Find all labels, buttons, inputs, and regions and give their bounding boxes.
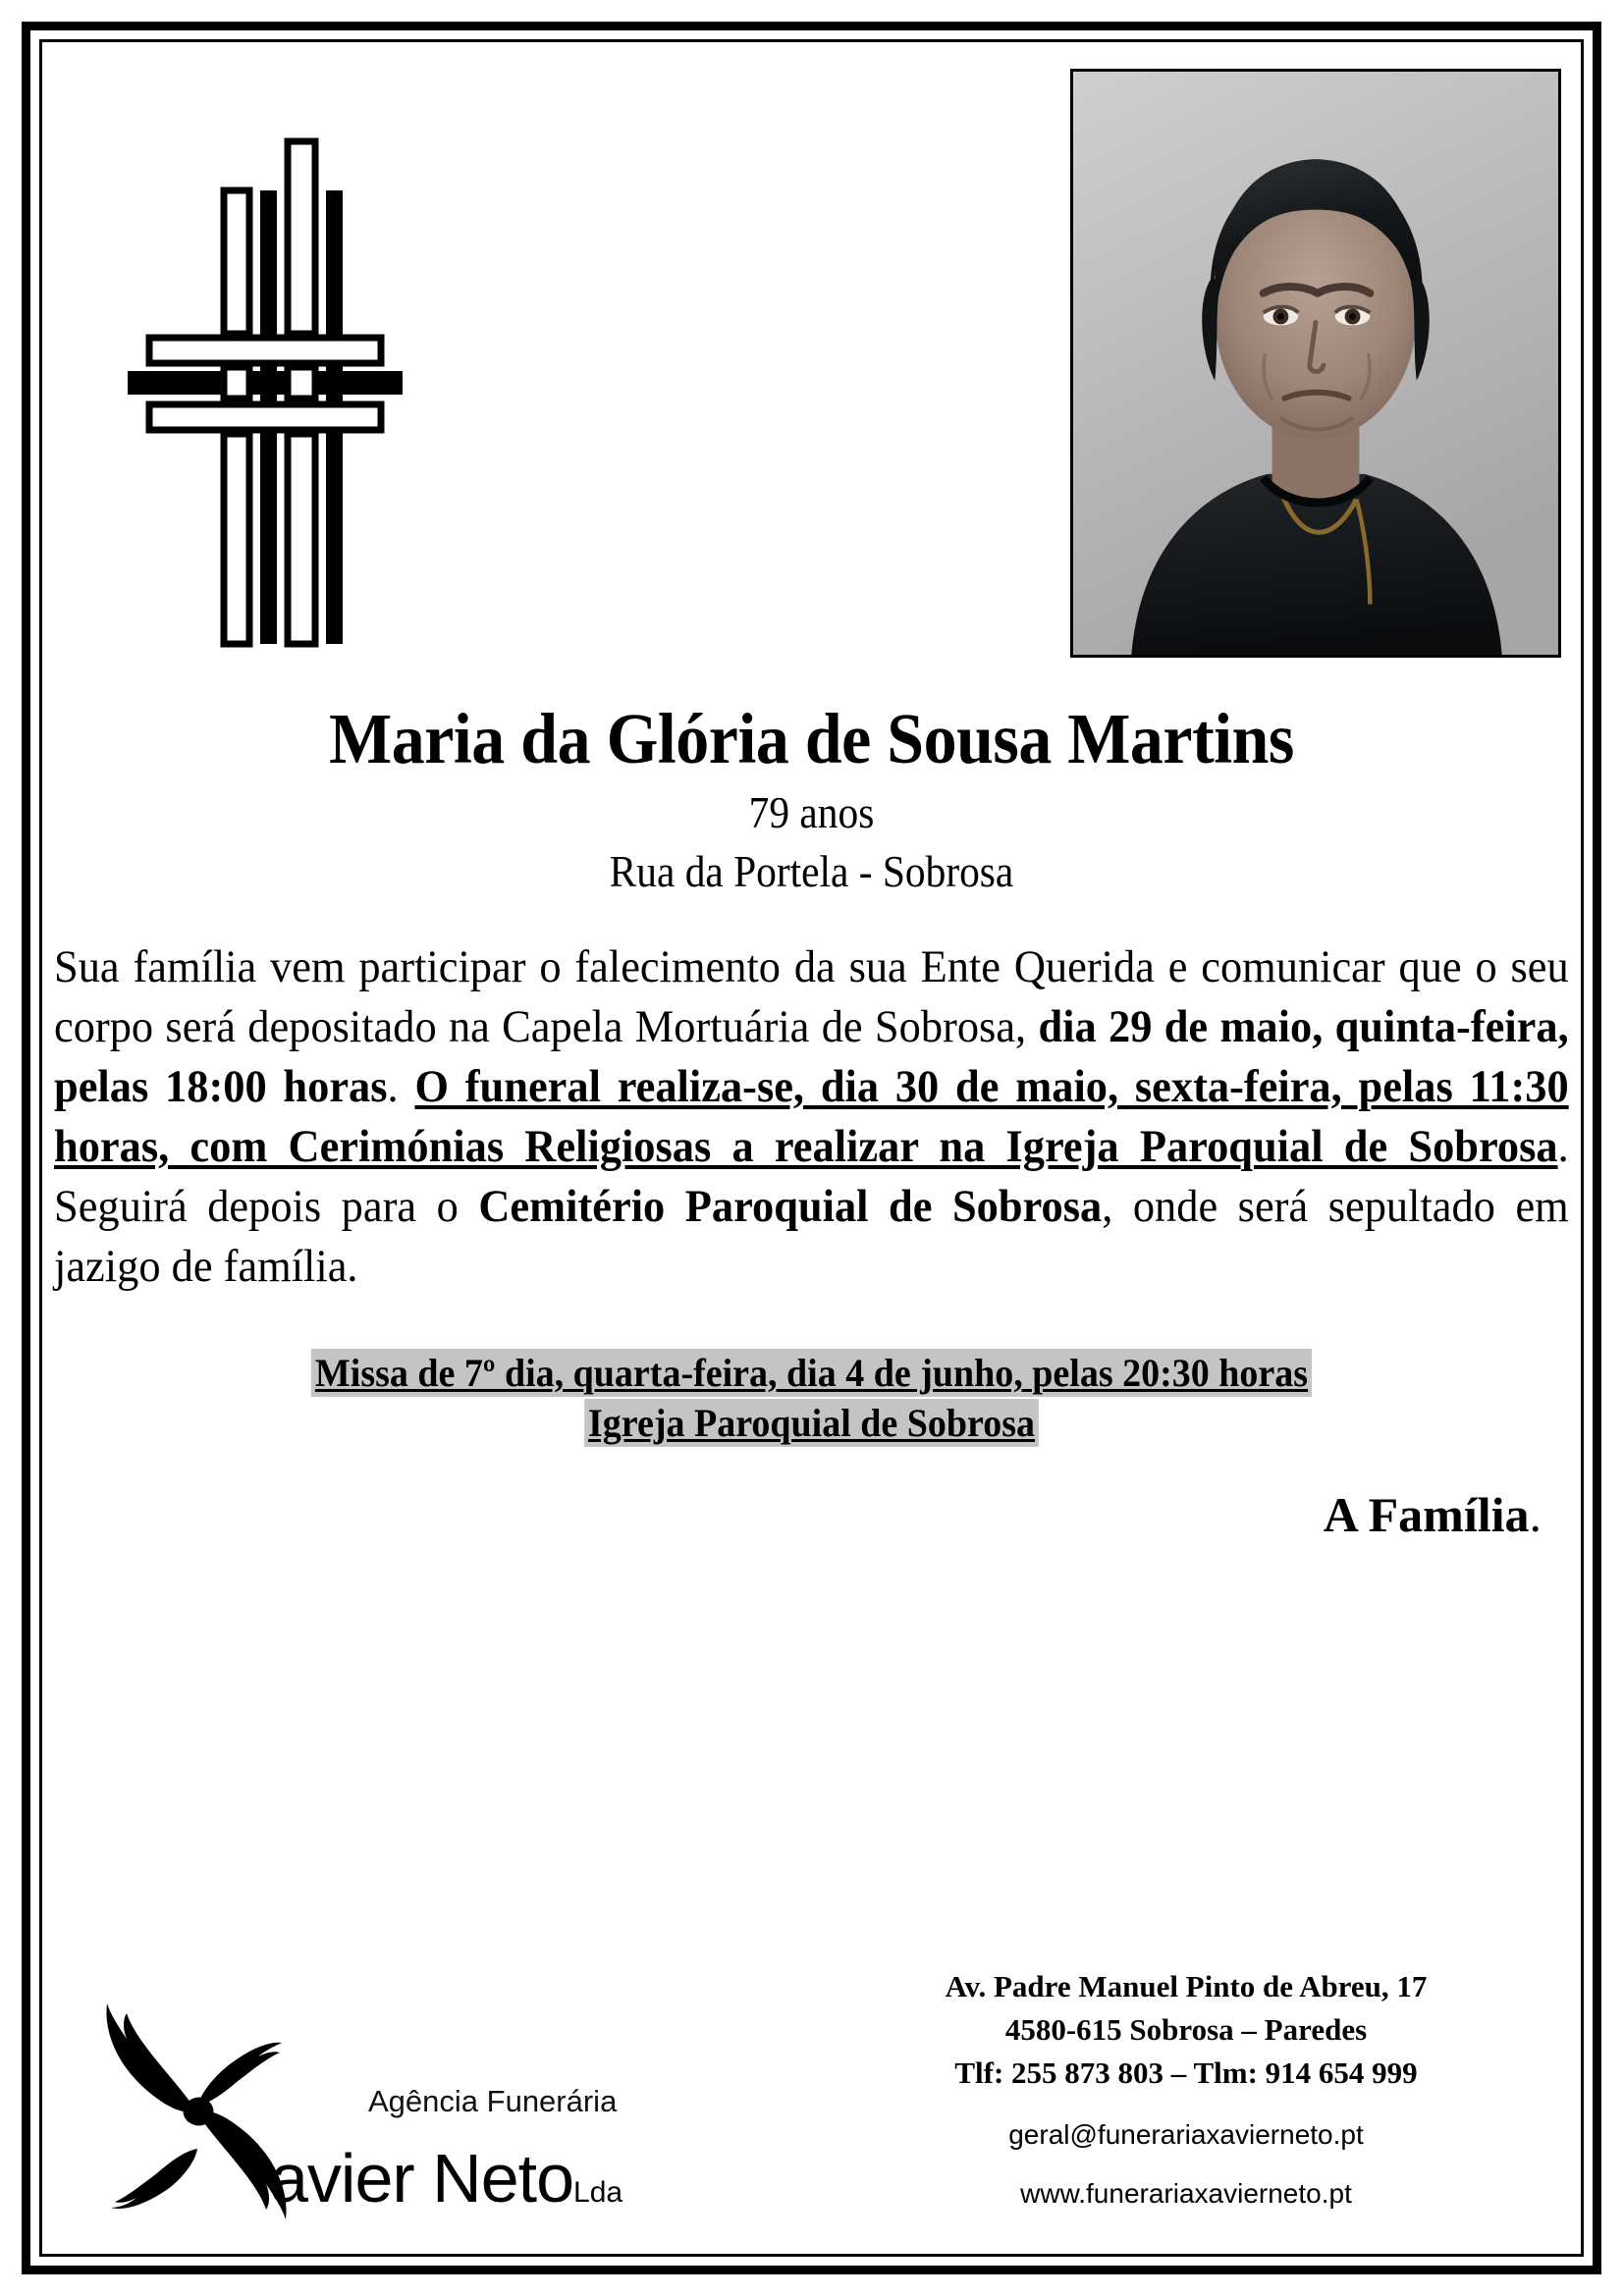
deceased-name: Maria da Glória de Sousa Martins (329, 699, 1294, 778)
mass-line-2: Igreja Paroquial de Sobrosa (584, 1399, 1039, 1447)
deceased-address: Rua da Portela - Sobrosa (609, 846, 1014, 896)
header-section (54, 51, 1569, 699)
page-content (54, 51, 1569, 2245)
agency-logo-area (83, 1960, 771, 2235)
latin-cross-icon (108, 80, 422, 650)
announcement-text (54, 937, 1569, 1298)
announcement-sep1: . (387, 1060, 415, 1112)
announcement-part1: Sua família vem participar o falecimento da sua Ente Querida e comunicar que o seu corpo será depositado na Capela Mortuária de Sobrosa, (54, 940, 1569, 1052)
mass-line-1: Missa de 7º dia, quarta-feira, dia 4 de junho, pelas 20:30 horas (311, 1349, 1312, 1397)
announcement-bold-cemetery: Cemitério Paroquial de Sobrosa (478, 1181, 1103, 1233)
mass-line-1-wrap (92, 1348, 1532, 1398)
seventh-day-mass-block (92, 1348, 1532, 1448)
agency-website[interactable]: www.funerariaxavierneto.pt (1020, 2178, 1352, 2210)
agency-brand-name (270, 2139, 622, 2217)
family-signature-period: . (1529, 1486, 1542, 1542)
announcement-part3: , onde será sepultado em jazigo de família. (54, 1181, 1569, 1293)
announcement-sep2: . (1557, 1120, 1569, 1172)
portrait-photo (1070, 69, 1561, 658)
xavier-neto-logo-icon (93, 1992, 299, 2227)
announcement-part2: Seguirá depois para o (54, 1181, 479, 1233)
mass-line-2-wrap (92, 1398, 1532, 1448)
agency-brand-text: avier Neto (270, 2140, 574, 2216)
agency-email[interactable]: geral@funerariaxavierneto.pt (1008, 2118, 1364, 2150)
announcement-funeral-underlined: O funeral realiza-se, dia 30 de maio, sexta-feira, pelas 11:30 horas, com Cerimónias Religiosas a realizar na Igreja Paroquial de Sobrosa (54, 1060, 1569, 1172)
agency-address: Av. Padre Manuel Pinto de Abreu, 17 (945, 1968, 1428, 2003)
agency-phones: Tlf: 255 873 803 – Tlm: 914 654 999 (954, 2055, 1418, 2090)
agency-contact-block (813, 1965, 1559, 2214)
agency-brand-suffix: Lda (573, 2176, 623, 2209)
family-signature (54, 1486, 1569, 1543)
agency-tagline: Agência Funerária (368, 2084, 618, 2118)
announcement-bold-wake: dia 29 de maio, quinta-feira, pelas 18:00 horas (54, 1000, 1569, 1112)
deceased-age: 79 anos (748, 788, 875, 838)
family-signature-text: A Família (1323, 1486, 1530, 1542)
footer-section (54, 1945, 1569, 2239)
agency-postal: 4580-615 Sobrosa – Paredes (1004, 2011, 1368, 2047)
